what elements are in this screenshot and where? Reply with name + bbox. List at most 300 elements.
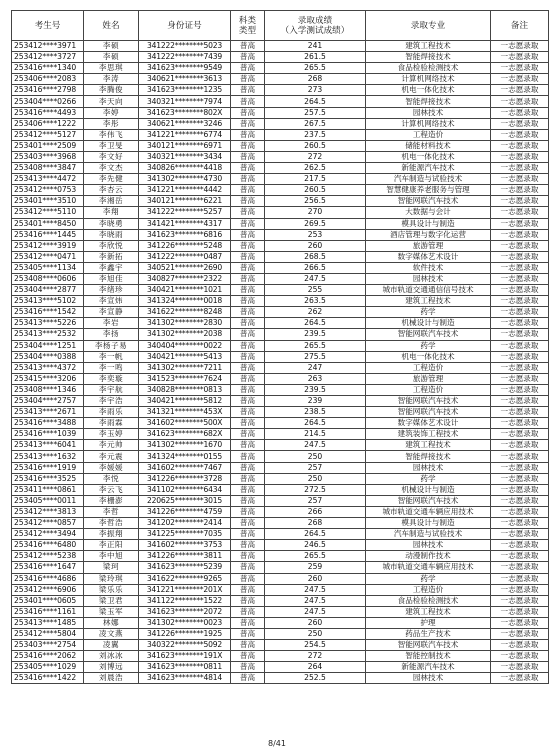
category-cell: 普高 <box>231 240 265 251</box>
major-cell: 智能控制技术 <box>366 651 491 662</box>
score-cell: 260.5 <box>265 185 366 196</box>
name-cell: 李宇航 <box>84 384 139 395</box>
score-cell: 264.5 <box>265 318 366 329</box>
table-row <box>12 429 549 440</box>
major-cell: 食品检验检测技术 <box>366 595 491 606</box>
table-row <box>12 462 549 473</box>
table-row <box>12 41 549 52</box>
exam-id-cell: 253412****3494 <box>12 529 84 540</box>
category-cell: 普高 <box>231 163 265 174</box>
id-card-cell: 340121********6221 <box>139 196 231 207</box>
name-cell: 梁乐乐 <box>84 584 139 595</box>
category-cell: 普高 <box>231 451 265 462</box>
major-cell: 城市轨道交通车辆应用技术 <box>366 506 491 517</box>
category-cell: 普高 <box>231 362 265 373</box>
remark-cell: 一志愿录取 <box>491 63 549 74</box>
remark-cell: 一志愿录取 <box>491 85 549 96</box>
remark-cell: 一志愿录取 <box>491 207 549 218</box>
score-cell: 246.5 <box>265 540 366 551</box>
category-cell: 普高 <box>231 562 265 573</box>
name-cell: 李婷 <box>84 107 139 118</box>
category-cell: 普高 <box>231 52 265 63</box>
table-row <box>12 651 549 662</box>
remark-cell: 一志愿录取 <box>491 163 549 174</box>
major-cell: 新能源汽车技术 <box>366 662 491 673</box>
table-row <box>12 240 549 251</box>
category-cell: 普高 <box>231 307 265 318</box>
exam-id-cell: 253413****5226 <box>12 318 84 329</box>
major-cell: 动漫制作技术 <box>366 551 491 562</box>
exam-id-cell: 253416****2798 <box>12 85 84 96</box>
remark-cell: 一志愿录取 <box>491 107 549 118</box>
category-cell: 普高 <box>231 518 265 529</box>
category-cell: 普高 <box>231 329 265 340</box>
id-card-cell: 341222********0487 <box>139 251 231 262</box>
category-cell: 普高 <box>231 41 265 52</box>
category-cell: 普高 <box>231 340 265 351</box>
score-cell: 275.5 <box>265 351 366 362</box>
table-row <box>12 196 549 207</box>
remark-cell: 一志愿录取 <box>491 52 549 63</box>
major-cell: 新能源汽车技术 <box>366 163 491 174</box>
exam-id-cell: 253408****0606 <box>12 273 84 284</box>
exam-id-cell: 253406****2083 <box>12 74 84 85</box>
score-cell: 238.5 <box>265 407 366 418</box>
table-row <box>12 506 549 517</box>
table-row <box>12 318 549 329</box>
remark-cell: 一志愿录取 <box>491 229 549 240</box>
category-cell: 普高 <box>231 373 265 384</box>
remark-cell: 一志愿录取 <box>491 595 549 606</box>
remark-cell: 一志愿录取 <box>491 351 549 362</box>
id-card-cell: 340121********6971 <box>139 140 231 151</box>
score-cell: 247.5 <box>265 584 366 595</box>
id-card-cell: 341324********0018 <box>139 296 231 307</box>
id-card-cell: 341302********4730 <box>139 174 231 185</box>
major-cell: 工程造价 <box>366 129 491 140</box>
col-header-major-line: 录取专业 <box>410 20 446 31</box>
id-card-cell: 341602********7467 <box>139 462 231 473</box>
category-cell: 普高 <box>231 207 265 218</box>
category-cell: 普高 <box>231 540 265 551</box>
major-cell: 大数据与会计 <box>366 207 491 218</box>
col-header-exam-id-line: 考生号 <box>34 20 61 31</box>
table-row <box>12 518 549 529</box>
table-row <box>12 606 549 617</box>
id-card-cell: 341302********7211 <box>139 362 231 373</box>
category-cell: 普高 <box>231 74 265 85</box>
category-cell: 普高 <box>231 484 265 495</box>
category-cell: 普高 <box>231 440 265 451</box>
name-cell: 李宣炜 <box>84 296 139 307</box>
score-cell: 257.5 <box>265 107 366 118</box>
id-card-cell: 341623********1235 <box>139 85 231 96</box>
score-cell: 257 <box>265 462 366 473</box>
score-cell: 263 <box>265 373 366 384</box>
name-cell: 李振翔 <box>84 529 139 540</box>
category-cell: 普高 <box>231 273 265 284</box>
remark-cell: 一志愿录取 <box>491 251 549 262</box>
remark-cell: 一志愿录取 <box>491 451 549 462</box>
score-cell: 263.5 <box>265 296 366 307</box>
category-cell: 普高 <box>231 595 265 606</box>
exam-id-cell: 253404****2757 <box>12 396 84 407</box>
category-cell: 普高 <box>231 229 265 240</box>
name-cell: 刘晨浩 <box>84 673 139 684</box>
category-cell: 普高 <box>231 151 265 162</box>
table-row <box>12 174 549 185</box>
id-card-cell: 341623********802X <box>139 107 231 118</box>
exam-id-cell: 253403****3968 <box>12 151 84 162</box>
score-cell: 214.5 <box>265 429 366 440</box>
category-cell: 普高 <box>231 384 265 395</box>
exam-id-cell: 253412****3727 <box>12 52 84 63</box>
category-cell: 普高 <box>231 573 265 584</box>
score-cell: 264.5 <box>265 96 366 107</box>
major-cell: 建筑装饰工程技术 <box>366 429 491 440</box>
col-header-score-line: 录取成绩 <box>297 15 333 26</box>
table-row <box>12 495 549 506</box>
id-card-cell: 340421********5413 <box>139 351 231 362</box>
name-cell: 梁卫君 <box>84 595 139 606</box>
score-cell: 254.5 <box>265 640 366 651</box>
name-cell: 李湘岳 <box>84 196 139 207</box>
major-cell: 工程造价 <box>366 362 491 373</box>
score-cell: 247.5 <box>265 606 366 617</box>
score-cell: 270 <box>265 207 366 218</box>
exam-id-cell: 253416****4686 <box>12 573 84 584</box>
name-cell: 李雨霖 <box>84 418 139 429</box>
category-cell: 普高 <box>231 318 265 329</box>
major-cell: 智能网联汽车技术 <box>366 196 491 207</box>
id-card-cell: 341221********201X <box>139 584 231 595</box>
id-card-cell: 340826********4418 <box>139 163 231 174</box>
category-cell: 普高 <box>231 96 265 107</box>
col-header-id-card <box>139 11 231 41</box>
table-row <box>12 296 549 307</box>
name-cell: 梁珂 <box>84 562 139 573</box>
remark-cell: 一志愿录取 <box>491 240 549 251</box>
table-row <box>12 396 549 407</box>
major-cell: 数字媒体艺术设计 <box>366 251 491 262</box>
exam-id-cell: 253416****4493 <box>12 107 84 118</box>
major-cell: 建筑工程技术 <box>366 606 491 617</box>
remark-cell: 一志愿录取 <box>491 218 549 229</box>
score-cell: 261.5 <box>265 52 366 63</box>
score-cell: 266.5 <box>265 262 366 273</box>
exam-id-cell: 253412****0753 <box>12 185 84 196</box>
remark-cell: 一志愿录取 <box>491 651 549 662</box>
category-cell: 普高 <box>231 662 265 673</box>
category-cell: 普高 <box>231 174 265 185</box>
remark-cell: 一志愿录取 <box>491 462 549 473</box>
id-card-cell: 340421********1021 <box>139 285 231 296</box>
table-row <box>12 151 549 162</box>
name-cell: 李媛媛 <box>84 462 139 473</box>
major-cell: 药学 <box>366 340 491 351</box>
category-cell: 普高 <box>231 529 265 540</box>
table-row <box>12 74 549 85</box>
exam-id-cell: 253412****3813 <box>12 506 84 517</box>
id-card-cell: 220625********3015 <box>139 495 231 506</box>
name-cell: 梁玉军 <box>84 606 139 617</box>
remark-cell: 一志愿录取 <box>491 606 549 617</box>
id-card-cell: 341623********4814 <box>139 673 231 684</box>
remark-cell: 一志愿录取 <box>491 362 549 373</box>
table-row <box>12 362 549 373</box>
id-card-cell: 341302********2830 <box>139 318 231 329</box>
table-row <box>12 662 549 673</box>
major-cell: 机电一体化技术 <box>366 85 491 96</box>
exam-id-cell: 253405****1134 <box>12 262 84 273</box>
table-row <box>12 185 549 196</box>
exam-id-cell: 253416****3488 <box>12 418 84 429</box>
major-cell: 旅游管理 <box>366 240 491 251</box>
remark-cell: 一志愿录取 <box>491 584 549 595</box>
exam-id-cell: 253404****0266 <box>12 96 84 107</box>
id-card-cell: 341623********6816 <box>139 229 231 240</box>
major-cell: 工程造价 <box>366 384 491 395</box>
major-cell: 园林技术 <box>366 540 491 551</box>
score-cell: 255 <box>265 285 366 296</box>
major-cell: 智慧健康养老服务与管理 <box>366 185 491 196</box>
id-card-cell: 341226********5248 <box>139 240 231 251</box>
remark-cell: 一志愿录取 <box>491 384 549 395</box>
exam-id-cell: 253416****1422 <box>12 673 84 684</box>
major-cell: 模具设计与制造 <box>366 218 491 229</box>
id-card-cell: 341202********2414 <box>139 518 231 529</box>
major-cell: 智能焊接技术 <box>366 451 491 462</box>
category-cell: 普高 <box>231 251 265 262</box>
name-cell: 李云飞 <box>84 484 139 495</box>
major-cell: 机电一体化技术 <box>366 351 491 362</box>
exam-id-cell: 253416****1647 <box>12 562 84 573</box>
exam-id-cell: 253401****0605 <box>12 595 84 606</box>
remark-cell: 一志愿录取 <box>491 307 549 318</box>
name-cell: 李雨乐 <box>84 407 139 418</box>
name-cell: 李思琪 <box>84 63 139 74</box>
id-card-cell: 341623********191X <box>139 651 231 662</box>
major-cell: 建筑工程技术 <box>366 41 491 52</box>
id-card-cell: 340521********2690 <box>139 262 231 273</box>
table-row <box>12 418 549 429</box>
remark-cell: 一志愿录取 <box>491 318 549 329</box>
major-cell: 药学 <box>366 473 491 484</box>
table-row <box>12 229 549 240</box>
major-cell: 食品检验检测技术 <box>366 63 491 74</box>
col-header-remark <box>491 11 549 41</box>
major-cell: 旅游管理 <box>366 373 491 384</box>
score-cell: 259 <box>265 562 366 573</box>
table-row <box>12 307 549 318</box>
remark-cell: 一志愿录取 <box>491 540 549 551</box>
exam-id-cell: 253401****8450 <box>12 218 84 229</box>
id-card-cell: 341623********0811 <box>139 662 231 673</box>
major-cell: 城市轨道交通车辆应用技术 <box>366 562 491 573</box>
category-cell: 普高 <box>231 640 265 651</box>
score-cell: 250 <box>265 473 366 484</box>
major-cell: 数字媒体艺术设计 <box>366 418 491 429</box>
major-cell: 工程造价 <box>366 584 491 595</box>
name-cell: 凌翼 <box>84 640 139 651</box>
table-row <box>12 584 549 595</box>
id-card-cell: 341302********0023 <box>139 617 231 628</box>
id-card-cell: 341321********453X <box>139 407 231 418</box>
major-cell: 软件技术 <box>366 262 491 273</box>
name-cell: 凌文燕 <box>84 628 139 639</box>
col-header-name <box>84 11 139 41</box>
name-cell: 李晓雨 <box>84 229 139 240</box>
page-number: 8/41 <box>268 739 286 748</box>
remark-cell: 一志愿录取 <box>491 174 549 185</box>
id-card-cell: 341222********5023 <box>139 41 231 52</box>
remark-cell: 一志愿录取 <box>491 41 549 52</box>
name-cell: 李彤 <box>84 118 139 129</box>
score-cell: 264.5 <box>265 418 366 429</box>
id-card-cell: 341221********6774 <box>139 129 231 140</box>
score-cell: 260.5 <box>265 140 366 151</box>
id-card-cell: 341623********2072 <box>139 606 231 617</box>
exam-id-cell: 253416****1161 <box>12 606 84 617</box>
major-cell: 园林技术 <box>366 462 491 473</box>
remark-cell: 一志愿录取 <box>491 418 549 429</box>
id-card-cell: 340322********5092 <box>139 640 231 651</box>
table-row <box>12 407 549 418</box>
major-cell: 汽车制造与试验技术 <box>366 529 491 540</box>
id-card-cell: 341623********682X <box>139 429 231 440</box>
score-cell: 241 <box>265 41 366 52</box>
name-cell: 李杨子易 <box>84 340 139 351</box>
admission-table <box>11 10 549 684</box>
table-row <box>12 285 549 296</box>
exam-id-cell: 253412****0857 <box>12 518 84 529</box>
exam-id-cell: 253416****6480 <box>12 540 84 551</box>
name-cell: 刘冰冰 <box>84 651 139 662</box>
exam-id-cell: 253412****5238 <box>12 551 84 562</box>
score-cell: 217.5 <box>265 174 366 185</box>
major-cell: 药学 <box>366 573 491 584</box>
category-cell: 普高 <box>231 129 265 140</box>
table-row <box>12 118 549 129</box>
table-row <box>12 617 549 628</box>
remark-cell: 一志愿录取 <box>491 96 549 107</box>
col-header-name-line: 姓名 <box>102 20 120 31</box>
table-row <box>12 273 549 284</box>
table-row <box>12 595 549 606</box>
id-card-cell: 341122********1522 <box>139 595 231 606</box>
exam-id-cell: 253416****1340 <box>12 63 84 74</box>
exam-id-cell: 253408****3847 <box>12 163 84 174</box>
score-cell: 265.5 <box>265 551 366 562</box>
exam-id-cell: 253416****1542 <box>12 307 84 318</box>
category-cell: 普高 <box>231 296 265 307</box>
name-cell: 李卫旻 <box>84 140 139 151</box>
major-cell: 药品生产技术 <box>366 628 491 639</box>
exam-id-cell: 253415****3206 <box>12 373 84 384</box>
exam-id-cell: 253412****3919 <box>12 240 84 251</box>
exam-id-cell: 253412****6906 <box>12 584 84 595</box>
major-cell: 园林技术 <box>366 673 491 684</box>
name-cell: 李玉婷 <box>84 429 139 440</box>
exam-id-cell: 253408****1346 <box>12 384 84 395</box>
remark-cell: 一志愿录取 <box>491 640 549 651</box>
id-card-cell: 341102********6434 <box>139 484 231 495</box>
major-cell: 护理 <box>366 617 491 628</box>
name-cell: 李宣静 <box>84 307 139 318</box>
name-cell: 李新拓 <box>84 251 139 262</box>
score-cell: 264 <box>265 662 366 673</box>
exam-id-cell: 253404****2877 <box>12 285 84 296</box>
id-card-cell: 341623********5239 <box>139 562 231 573</box>
table-row <box>12 540 549 551</box>
id-card-cell: 341324********0155 <box>139 451 231 462</box>
category-cell: 普高 <box>231 628 265 639</box>
remark-cell: 一志愿录取 <box>491 551 549 562</box>
major-cell: 智能网联汽车技术 <box>366 396 491 407</box>
id-card-cell: 340621********3613 <box>139 74 231 85</box>
exam-id-cell: 253412****5127 <box>12 129 84 140</box>
score-cell: 247.5 <box>265 595 366 606</box>
name-cell: 李悦 <box>84 473 139 484</box>
score-cell: 260 <box>265 573 366 584</box>
name-cell: 李岩 <box>84 318 139 329</box>
name-cell: 林娜 <box>84 617 139 628</box>
table-row <box>12 373 549 384</box>
col-header-exam-id <box>12 11 84 41</box>
table-row <box>12 573 549 584</box>
major-cell: 储能材料技术 <box>366 140 491 151</box>
score-cell: 239.5 <box>265 384 366 395</box>
table-row <box>12 129 549 140</box>
major-cell: 城市轨道交通通信信号技术 <box>366 285 491 296</box>
score-cell: 247.5 <box>265 440 366 451</box>
exam-id-cell: 253401****3510 <box>12 196 84 207</box>
category-cell: 普高 <box>231 107 265 118</box>
category-cell: 普高 <box>231 584 265 595</box>
name-cell: 李硕 <box>84 52 139 63</box>
col-header-major <box>366 11 491 41</box>
name-cell: 李栅澎 <box>84 495 139 506</box>
name-cell: 李腾俊 <box>84 85 139 96</box>
remark-cell: 一志愿录取 <box>491 396 549 407</box>
category-cell: 普高 <box>231 396 265 407</box>
major-cell: 模具设计与制造 <box>366 518 491 529</box>
category-cell: 普高 <box>231 285 265 296</box>
col-header-score-line: （入学测试成绩） <box>280 25 350 36</box>
name-cell: 李文好 <box>84 151 139 162</box>
id-card-cell: 341602********500X <box>139 418 231 429</box>
remark-cell: 一志愿录取 <box>491 74 549 85</box>
major-cell: 酒店管理与数字化运营 <box>366 229 491 240</box>
score-cell: 257 <box>265 495 366 506</box>
id-card-cell: 341222********7439 <box>139 52 231 63</box>
exam-id-cell: 253412****0471 <box>12 251 84 262</box>
table-row <box>12 218 549 229</box>
exam-id-cell: 253403****2754 <box>12 640 84 651</box>
score-cell: 268.5 <box>265 251 366 262</box>
exam-id-cell: 253405****0011 <box>12 495 84 506</box>
remark-cell: 一志愿录取 <box>491 340 549 351</box>
category-cell: 普高 <box>231 495 265 506</box>
score-cell: 252.5 <box>265 673 366 684</box>
name-cell: 李哲浩 <box>84 518 139 529</box>
category-cell: 普高 <box>231 63 265 74</box>
table-row <box>12 551 549 562</box>
category-cell: 普高 <box>231 473 265 484</box>
remark-cell: 一志愿录取 <box>491 129 549 140</box>
exam-id-cell: 253405****1029 <box>12 662 84 673</box>
table-row <box>12 562 549 573</box>
